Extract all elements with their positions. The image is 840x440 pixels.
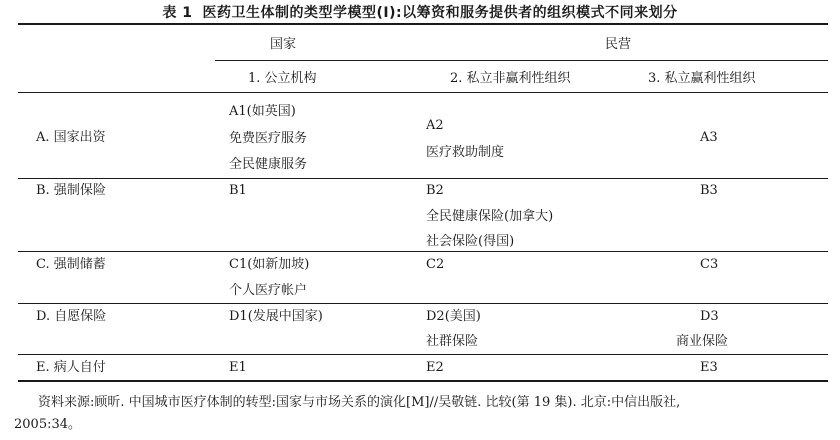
table-title: 医药卫生体制的类型学模型(Ⅰ):以筹资和服务提供者的组织模式不同来划分: [202, 5, 678, 21]
header-col-forprofit: 3. 私立赢利性组织: [648, 71, 756, 86]
cell-c1-line1: C1(如新加坡): [229, 257, 310, 272]
cell-d1: D1(发展中国家): [229, 309, 323, 324]
row-a-rule: [18, 178, 828, 179]
cell-b1: B1: [229, 183, 247, 198]
header-col-public: 1. 公立机构: [248, 71, 317, 86]
row-label-b: B. 强制保险: [36, 183, 106, 198]
cell-d3-line2: 商业保险: [676, 334, 729, 349]
row-label-e: E. 病人自付: [36, 360, 106, 375]
group-header-rule: [215, 60, 828, 61]
cell-a3: A3: [700, 130, 718, 145]
cell-b3: B3: [700, 183, 718, 198]
cell-a1-line3: 全民健康服务: [229, 157, 308, 172]
cell-b2-line3: 社会保险(得国): [426, 234, 515, 249]
row-label-d: D. 自愿保险: [36, 309, 107, 324]
row-label-c: C. 强制储蓄: [36, 257, 106, 272]
header-group-private: 民营: [605, 37, 632, 52]
cell-c3: C3: [700, 257, 719, 272]
cell-a1-line1: A1(如英国): [229, 104, 296, 119]
header-col-nonprofit: 2. 私立非赢利性组织: [450, 71, 571, 86]
row-c-rule: [18, 303, 828, 304]
source-note-line1: 资料来源:顾昕. 中国城市医疗体制的转型:国家与市场关系的演化[M]//吴敬链. 比较(第 19 集). 北京:中信出版社,: [38, 395, 681, 410]
cell-a1-line2: 免费医疗服务: [229, 131, 308, 146]
cell-a2-line1: A2: [426, 118, 444, 133]
cell-b2-line2: 全民健康保险(加拿大): [426, 209, 554, 224]
cell-d2-line1: D2(美国): [426, 309, 481, 324]
cell-d3-line1: D3: [700, 309, 719, 324]
cell-c1-line2: 个人医疗帐户: [229, 283, 308, 298]
source-note-line2: 2005:34。: [14, 417, 82, 432]
row-d-rule: [18, 354, 828, 355]
top-rule: [18, 23, 828, 25]
cell-e1: E1: [229, 360, 247, 375]
cell-b2-line1: B2: [426, 183, 444, 198]
table-caption: [0, 2, 840, 22]
cell-a2-line2: 医疗救助制度: [426, 145, 505, 160]
table-number: 表 1: [162, 5, 193, 21]
cell-e3: E3: [700, 360, 718, 375]
row-b-rule: [18, 251, 828, 252]
row-label-a: A. 国家出资: [36, 130, 106, 145]
header-group-state: 国家: [270, 37, 297, 52]
header-bottom-rule: [18, 92, 828, 93]
bottom-rule: [18, 380, 828, 382]
cell-d2-line2: 社群保险: [426, 334, 479, 349]
cell-c2: C2: [426, 257, 445, 272]
cell-e2: E2: [426, 360, 444, 375]
